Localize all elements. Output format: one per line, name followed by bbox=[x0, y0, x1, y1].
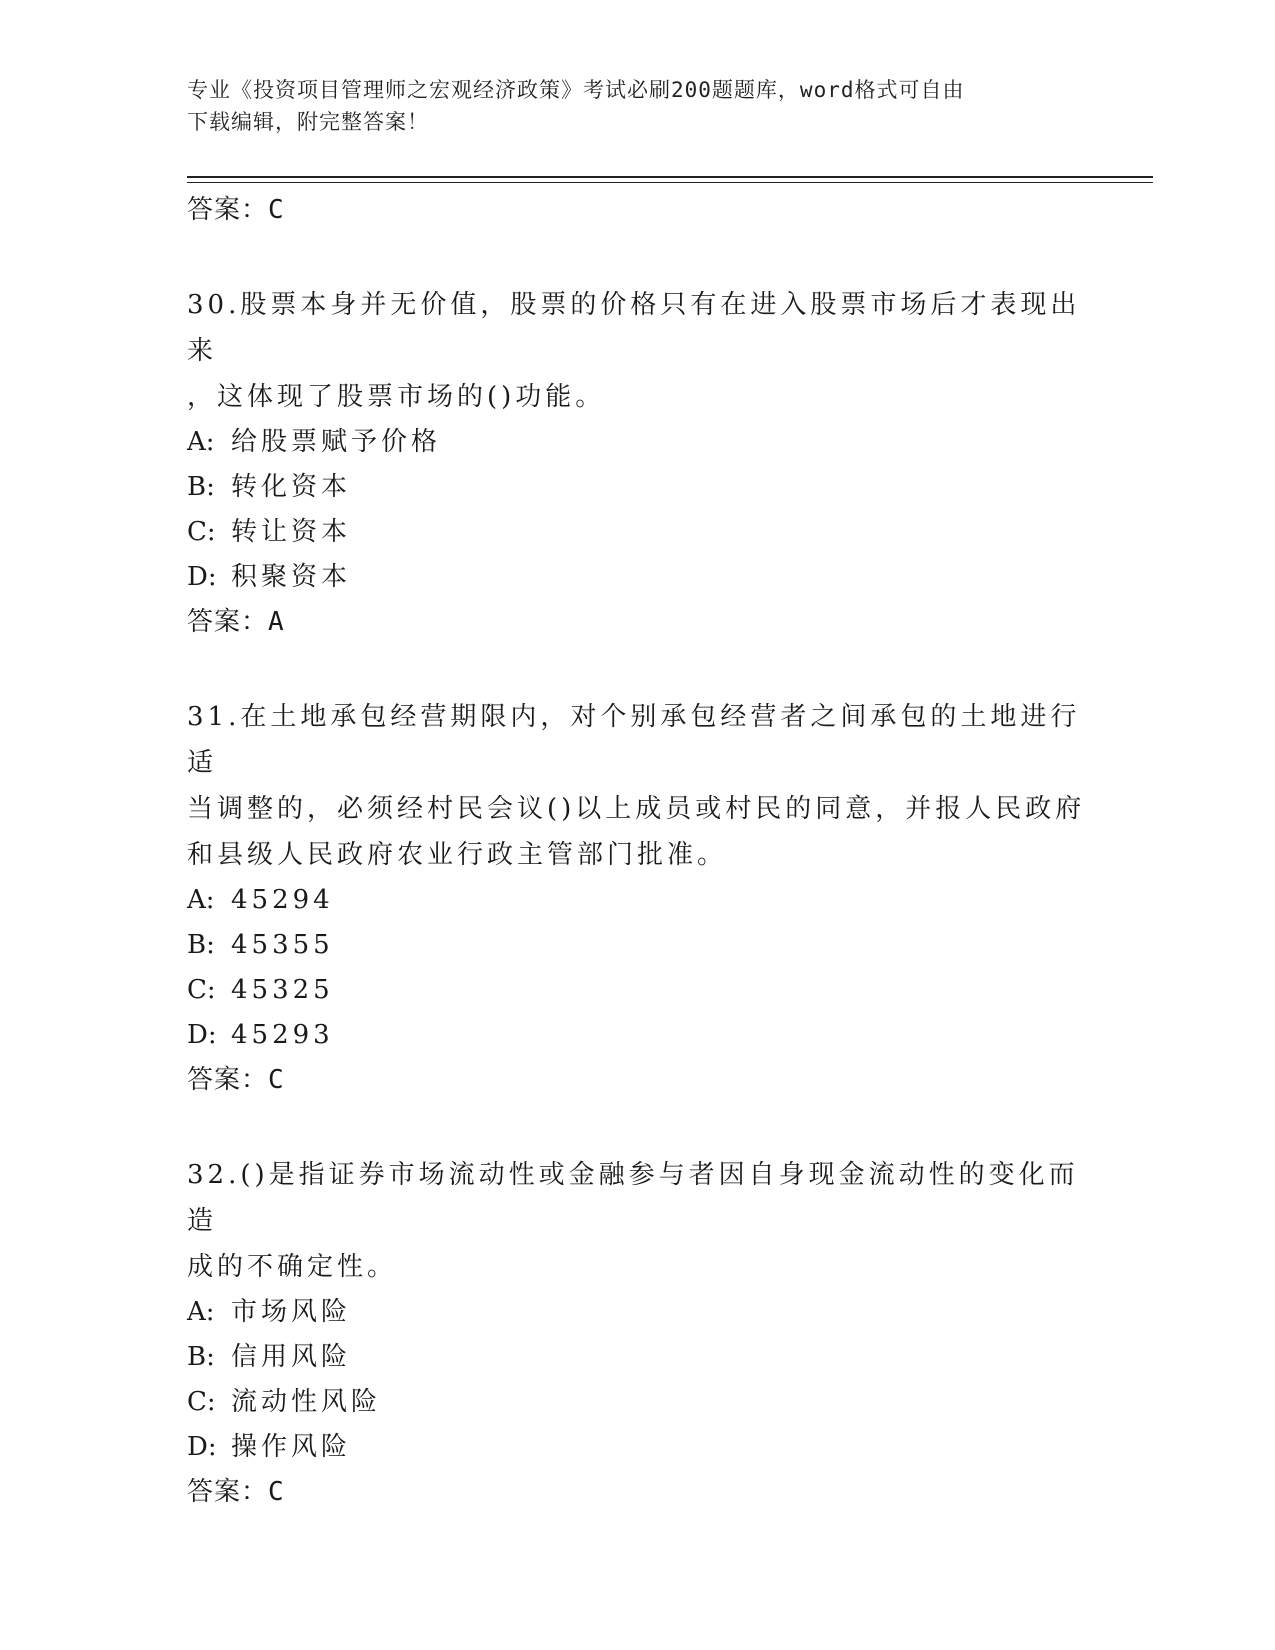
previous-answer: 答案：C bbox=[187, 195, 285, 225]
option-text: 45293 bbox=[231, 1020, 334, 1050]
option-key: D: bbox=[187, 562, 217, 592]
option-c bbox=[187, 510, 1087, 555]
option-text: 操作风险 bbox=[231, 1432, 352, 1462]
question-list bbox=[187, 188, 1087, 1514]
option-b bbox=[187, 465, 1087, 510]
question-text-line: 31.在土地承包经营期限内，对个别承包经营者之间承包的土地进行适 bbox=[187, 702, 1081, 778]
option-key: A: bbox=[187, 1297, 215, 1327]
answer: 答案：A bbox=[187, 607, 285, 637]
option-key: C: bbox=[187, 975, 216, 1005]
option-key: B: bbox=[187, 1342, 215, 1372]
option-text: 流动性风险 bbox=[231, 1387, 382, 1417]
option-d bbox=[187, 555, 1087, 600]
option-a bbox=[187, 420, 1087, 465]
option-text: 信用风险 bbox=[231, 1342, 352, 1372]
question-32 bbox=[187, 1152, 1087, 1514]
option-d bbox=[187, 1013, 1087, 1058]
option-text: 45294 bbox=[231, 885, 334, 915]
option-key: B: bbox=[187, 930, 215, 960]
option-d bbox=[187, 1425, 1087, 1470]
option-text: 45355 bbox=[231, 930, 334, 960]
option-key: A: bbox=[187, 427, 215, 457]
question-text-line: 32.()是指证券市场流动性或金融参与者因自身现金流动性的变化而造 bbox=[187, 1160, 1079, 1236]
option-a bbox=[187, 878, 1087, 923]
option-c bbox=[187, 968, 1087, 1013]
option-key: B: bbox=[187, 472, 215, 502]
option-text: 给股票赋予价格 bbox=[231, 427, 442, 457]
option-c bbox=[187, 1380, 1087, 1425]
question-text bbox=[187, 282, 1087, 420]
option-a bbox=[187, 1290, 1087, 1335]
header-line-1: 专业《投资项目管理师之宏观经济政策》考试必刷200题题库，word格式可自由 bbox=[187, 78, 965, 102]
question-text-line: 30.股票本身并无价值，股票的价格只有在进入股票市场后才表现出来 bbox=[187, 290, 1081, 366]
option-text: 市场风险 bbox=[231, 1297, 352, 1327]
answer: 答案：C bbox=[187, 1065, 285, 1095]
question-text bbox=[187, 694, 1087, 878]
option-text: 积聚资本 bbox=[231, 562, 352, 592]
question-30 bbox=[187, 282, 1087, 644]
option-key: C: bbox=[187, 1387, 216, 1417]
header-divider-thick bbox=[187, 176, 1153, 178]
option-key: D: bbox=[187, 1020, 217, 1050]
question-text-line: 成的不确定性。 bbox=[187, 1252, 398, 1282]
question-text-line: ，这体现了股票市场的()功能。 bbox=[187, 382, 606, 412]
option-text: 转让资本 bbox=[231, 517, 352, 547]
question-text bbox=[187, 1152, 1087, 1290]
option-key: C: bbox=[187, 517, 216, 547]
question-text-line: 当调整的，必须经村民会议()以上成员或村民的同意，并报人民政府 bbox=[187, 794, 1086, 824]
option-text: 转化资本 bbox=[231, 472, 352, 502]
option-text: 45325 bbox=[231, 975, 334, 1005]
question-text-line: 和县级人民政府农业行政主管部门批准。 bbox=[187, 840, 728, 870]
option-b bbox=[187, 923, 1087, 968]
header-divider-thin bbox=[187, 182, 1153, 183]
question-31 bbox=[187, 694, 1087, 1102]
option-b bbox=[187, 1335, 1087, 1380]
document-header bbox=[187, 74, 1087, 138]
option-key: A: bbox=[187, 885, 215, 915]
header-line-2: 下载编辑，附完整答案！ bbox=[187, 110, 429, 134]
option-key: D: bbox=[187, 1432, 217, 1462]
answer: 答案：C bbox=[187, 1477, 285, 1507]
